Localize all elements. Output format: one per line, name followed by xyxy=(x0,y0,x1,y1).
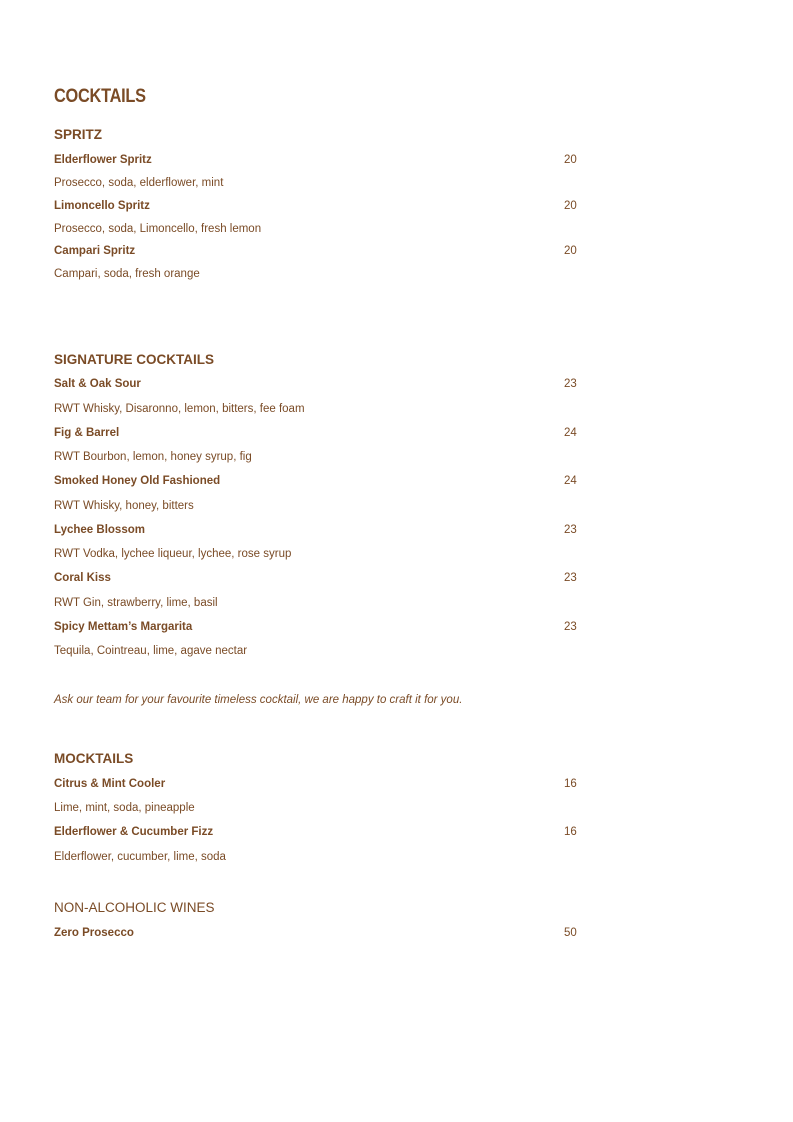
cocktail-note: Ask our team for your favourite timeless cocktail, we are happy to craft it for you. xyxy=(54,694,463,706)
page-title: COCKTAILS xyxy=(54,86,146,107)
section-heading-mocktails: MOCKTAILS xyxy=(54,751,134,766)
menu-item-description: Prosecco, soda, Limoncello, fresh lemon xyxy=(54,223,262,235)
menu-item-name: Smoked Honey Old Fashioned xyxy=(54,475,221,487)
menu-item-price: 24 xyxy=(564,427,577,439)
menu-item-price: 20 xyxy=(564,154,577,166)
menu-item-price: 23 xyxy=(564,524,577,536)
menu-item-description: RWT Whisky, Disaronno, lemon, bitters, fee foam xyxy=(54,403,305,415)
menu-item-name: Lychee Blossom xyxy=(54,524,145,536)
menu-item-description: Elderflower, cucumber, lime, soda xyxy=(54,851,226,863)
section-heading-spritz: SPRITZ xyxy=(54,127,103,142)
menu-item-price: 24 xyxy=(564,475,577,487)
menu-item-price: 20 xyxy=(564,200,577,212)
menu-item-description: RWT Bourbon, lemon, honey syrup, fig xyxy=(54,451,252,463)
menu-item-description: Campari, soda, fresh orange xyxy=(54,268,200,280)
menu-item-price: 16 xyxy=(564,826,577,838)
menu-item-description: Lime, mint, soda, pineapple xyxy=(54,802,195,814)
menu-item-name: Coral Kiss xyxy=(54,572,111,584)
section-heading-signature-cocktails: SIGNATURE COCKTAILS xyxy=(54,352,214,367)
menu-item-name: Spicy Mettam’s Margarita xyxy=(54,621,193,633)
menu-item-name: Limoncello Spritz xyxy=(54,200,150,212)
menu-item-description: Prosecco, soda, elderflower, mint xyxy=(54,177,224,189)
menu-item-description: RWT Whisky, honey, bitters xyxy=(54,500,194,512)
menu-item-description: Tequila, Cointreau, lime, agave nectar xyxy=(54,645,248,657)
menu-item-price: 16 xyxy=(564,778,577,790)
menu-item-price: 23 xyxy=(564,572,577,584)
menu-item-name: Campari Spritz xyxy=(54,245,136,257)
menu-item-name: Fig & Barrel xyxy=(54,427,120,439)
menu-item-name: Zero Prosecco xyxy=(54,927,134,939)
menu-item-name: Elderflower & Cucumber Fizz xyxy=(54,826,214,838)
menu-item-name: Salt & Oak Sour xyxy=(54,378,141,390)
menu-item-price: 50 xyxy=(564,927,577,939)
menu-item-price: 23 xyxy=(564,621,577,633)
menu-item-name: Elderflower Spritz xyxy=(54,154,152,166)
menu-item-description: RWT Gin, strawberry, lime, basil xyxy=(54,597,218,609)
section-heading-non-alcoholic-wines: NON-ALCOHOLIC WINES xyxy=(54,900,215,915)
menu-item-description: RWT Vodka, lychee liqueur, lychee, rose syrup xyxy=(54,548,292,560)
menu-item-price: 20 xyxy=(564,245,577,257)
menu-item-name: Citrus & Mint Cooler xyxy=(54,778,166,790)
menu-item-price: 23 xyxy=(564,378,577,390)
